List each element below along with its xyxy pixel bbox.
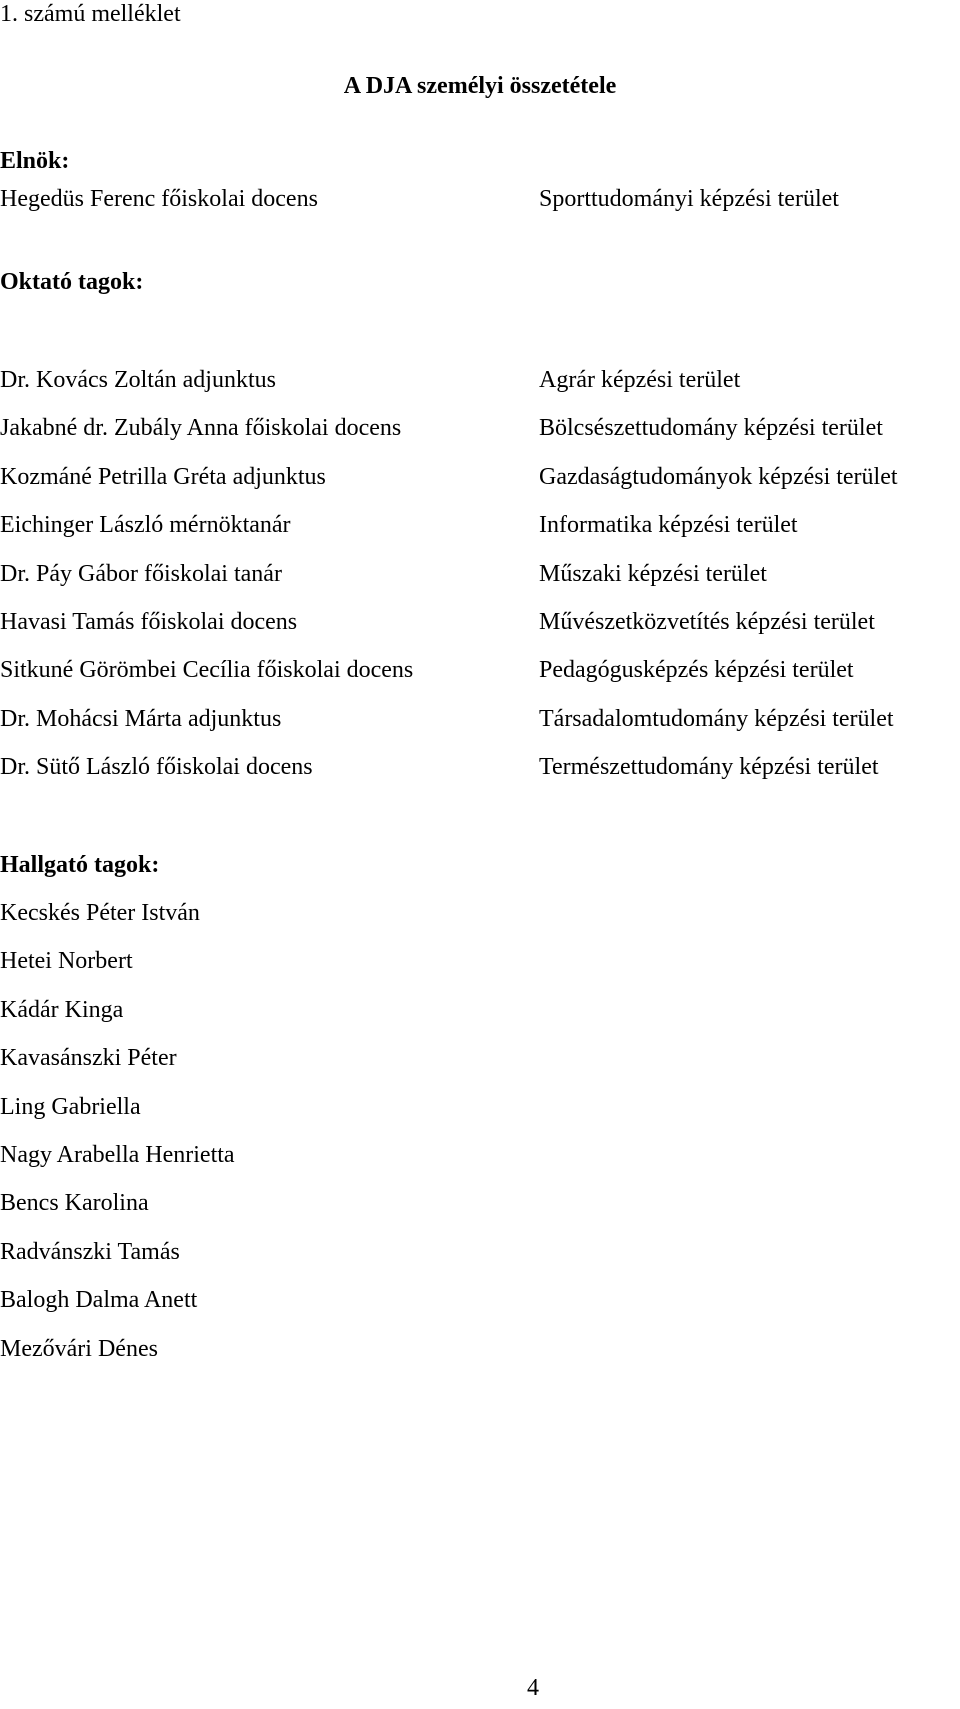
- member-area: Informatika képzési terület: [539, 512, 798, 539]
- member-area: Gazdaságtudományok képzési terület: [539, 463, 898, 490]
- member-name: Dr. Mohácsi Márta adjunktus: [0, 705, 282, 732]
- member-area: Társadalomtudomány képzési terület: [539, 705, 894, 732]
- student-members-heading: Hallgató tagok:: [0, 852, 160, 878]
- student-name: Kecskés Péter István: [0, 900, 200, 926]
- chair-name: Hegedüs Ferenc főiskolai docens: [0, 186, 318, 212]
- student-name: Ling Gabriella: [0, 1093, 141, 1120]
- teaching-members-areas: [539, 366, 898, 802]
- member-name: Jakabné dr. Zubály Anna főiskolai docens: [0, 415, 402, 442]
- member-name: Kozmáné Petrilla Gréta adjunktus: [0, 463, 326, 490]
- member-name: Sitkuné Görömbei Cecília főiskolai docens: [0, 657, 414, 684]
- member-name: Dr. Kovács Zoltán adjunktus: [0, 367, 276, 393]
- member-name: Eichinger László mérnöktanár: [0, 512, 291, 539]
- member-area: Bölcsészettudomány képzési terület: [539, 415, 883, 442]
- teaching-members-heading: Oktató tagok:: [0, 269, 144, 295]
- student-name: Mezővári Dénes: [0, 1335, 158, 1362]
- student-name: Radvánszki Tamás: [0, 1238, 180, 1265]
- member-area: Természettudomány képzési terület: [539, 754, 879, 781]
- member-area: Műszaki képzési terület: [539, 560, 767, 587]
- member-area: Művészetközvetítés képzési terület: [539, 608, 875, 635]
- student-name: Bencs Karolina: [0, 1190, 149, 1217]
- document-title: A DJA személyi összetétele: [343, 73, 617, 99]
- chair-area: Sporttudományi képzési terület: [539, 186, 839, 212]
- student-name: Kavasánszki Péter: [0, 1045, 177, 1072]
- member-name: Dr. Sütő László főiskolai docens: [0, 754, 313, 781]
- student-name: Balogh Dalma Anett: [0, 1287, 198, 1314]
- teaching-members-names: [0, 366, 413, 802]
- page-number: 4: [527, 1675, 539, 1701]
- member-area: Agrár képzési terület: [539, 367, 741, 393]
- annex-label: 1. számú melléklet: [0, 1, 181, 27]
- student-name: Nagy Arabella Henrietta: [0, 1141, 235, 1168]
- chair-heading: Elnök:: [0, 148, 70, 174]
- student-name: Hetei Norbert: [0, 948, 133, 975]
- member-name: Dr. Páy Gábor főiskolai tanár: [0, 560, 282, 587]
- member-area: Pedagógusképzés képzési terület: [539, 657, 854, 684]
- student-members-list: [0, 899, 235, 1383]
- student-name: Kádár Kinga: [0, 996, 124, 1023]
- member-name: Havasi Tamás főiskolai docens: [0, 608, 298, 635]
